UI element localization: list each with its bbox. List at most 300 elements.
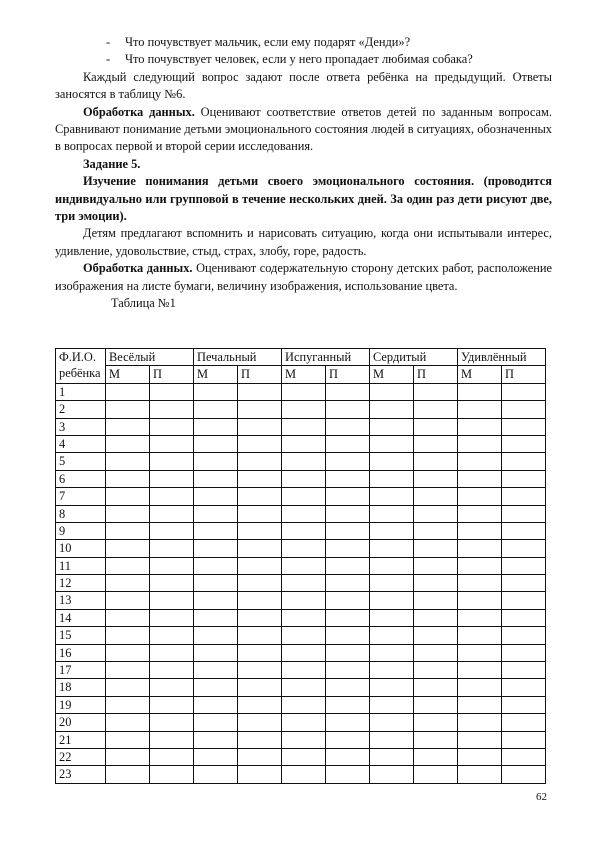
table-row — [56, 383, 546, 400]
table-cell — [458, 401, 502, 418]
table-row — [56, 522, 546, 539]
table-cell — [326, 766, 370, 783]
table-cell — [326, 418, 370, 435]
sub-header: М — [370, 366, 414, 383]
table-cell — [106, 383, 150, 400]
table-cell — [282, 766, 326, 783]
row-number: 22 — [56, 748, 106, 765]
table-cell — [238, 575, 282, 592]
table-cell — [414, 505, 458, 522]
table-cell — [370, 766, 414, 783]
table-cell — [370, 470, 414, 487]
table-cell — [502, 522, 546, 539]
table-row — [56, 470, 546, 487]
table-cell — [458, 679, 502, 696]
table-row — [56, 696, 546, 713]
table-cell — [106, 662, 150, 679]
table-cell — [150, 540, 194, 557]
table-row — [56, 575, 546, 592]
table-cell — [370, 557, 414, 574]
table-cell — [282, 714, 326, 731]
table-cell — [238, 714, 282, 731]
sub-header: М — [458, 366, 502, 383]
table-cell — [458, 488, 502, 505]
table-cell — [282, 644, 326, 661]
table-cell — [282, 540, 326, 557]
bullet-item — [55, 51, 552, 68]
table-cell — [194, 644, 238, 661]
table-cell — [414, 540, 458, 557]
row-number: 19 — [56, 696, 106, 713]
row-number: 9 — [56, 522, 106, 539]
table-cell — [458, 766, 502, 783]
table-row — [56, 679, 546, 696]
table-cell — [502, 453, 546, 470]
table-cell — [502, 609, 546, 626]
table-cell — [458, 522, 502, 539]
bullet-text: Что почувствует мальчик, если ему подарят «Денди»? — [125, 35, 411, 49]
table-cell — [502, 748, 546, 765]
table-cell — [194, 453, 238, 470]
table-cell — [150, 383, 194, 400]
table-cell — [370, 679, 414, 696]
table-cell — [458, 575, 502, 592]
table-cell — [326, 383, 370, 400]
table-cell — [458, 609, 502, 626]
table-cell — [106, 435, 150, 452]
table-cell — [414, 609, 458, 626]
table-row — [56, 505, 546, 522]
table-cell — [502, 592, 546, 609]
table-cell — [370, 575, 414, 592]
table-cell — [370, 522, 414, 539]
table-cell — [370, 383, 414, 400]
table-cell — [282, 435, 326, 452]
table-cell — [194, 714, 238, 731]
table-cell — [502, 575, 546, 592]
table-cell — [282, 662, 326, 679]
table-cell — [106, 505, 150, 522]
table-cell — [282, 592, 326, 609]
table-cell — [458, 748, 502, 765]
table-cell — [238, 557, 282, 574]
table-cell — [282, 522, 326, 539]
table-cell — [326, 540, 370, 557]
table-row — [56, 644, 546, 661]
table-header-row — [56, 349, 546, 366]
emotion-header: Печальный — [194, 349, 282, 366]
table-cell — [282, 748, 326, 765]
table-cell — [150, 575, 194, 592]
table-cell — [414, 662, 458, 679]
table-cell — [326, 435, 370, 452]
page-number: 62 — [536, 791, 547, 803]
page-body — [55, 34, 552, 313]
paragraph-data-processing-1 — [55, 104, 552, 156]
table-cell — [458, 714, 502, 731]
row-number: 16 — [56, 644, 106, 661]
table-cell — [238, 401, 282, 418]
table-cell — [326, 644, 370, 661]
table-cell — [238, 696, 282, 713]
table-body — [56, 383, 546, 783]
table-cell — [194, 592, 238, 609]
table-cell — [326, 453, 370, 470]
table-cell — [106, 696, 150, 713]
table-cell — [458, 470, 502, 487]
row-number: 7 — [56, 488, 106, 505]
paragraph-instructions: Детям предлагают вспомнить и нарисовать ситуацию, когда они испытывали интерес, удивление, удовольствие, стыд, страх, злобу, горе, радость. — [55, 226, 552, 258]
table-cell — [458, 731, 502, 748]
table-cell — [282, 488, 326, 505]
table-cell — [502, 731, 546, 748]
table-cell — [414, 696, 458, 713]
table-cell — [106, 575, 150, 592]
table-cell — [194, 731, 238, 748]
task-title: Изучение понимания детьми своего эмоционального состояния. (проводится индивидуально или групповой в течение нескольких дней. За один раз дети рисуют две, три эмоции). — [55, 174, 552, 224]
table-cell — [150, 748, 194, 765]
row-number: 4 — [56, 435, 106, 452]
table-cell — [106, 644, 150, 661]
table-cell — [502, 714, 546, 731]
table-cell — [150, 609, 194, 626]
table-cell — [326, 662, 370, 679]
table-cell — [106, 609, 150, 626]
row-number: 2 — [56, 401, 106, 418]
table-cell — [326, 505, 370, 522]
table-cell — [238, 470, 282, 487]
table-cell — [282, 505, 326, 522]
table-cell — [238, 748, 282, 765]
table-cell — [150, 470, 194, 487]
table-cell — [150, 662, 194, 679]
table-row — [56, 766, 546, 783]
table-cell — [194, 435, 238, 452]
table-cell — [282, 627, 326, 644]
table-cell — [106, 540, 150, 557]
table-cell — [458, 696, 502, 713]
table-cell — [106, 522, 150, 539]
table-cell — [106, 401, 150, 418]
table-cell — [458, 592, 502, 609]
table-cell — [458, 627, 502, 644]
table-cell — [502, 470, 546, 487]
table-cell — [150, 627, 194, 644]
table-cell — [238, 731, 282, 748]
table-cell — [150, 401, 194, 418]
table-cell — [502, 435, 546, 452]
table-cell — [502, 627, 546, 644]
results-table — [55, 348, 546, 784]
table-row — [56, 540, 546, 557]
row-number: 23 — [56, 766, 106, 783]
table-cell — [370, 748, 414, 765]
table-cell — [370, 453, 414, 470]
table-cell — [194, 627, 238, 644]
row-number: 13 — [56, 592, 106, 609]
sub-header: П — [326, 366, 370, 383]
table-row — [56, 418, 546, 435]
table-cell — [106, 592, 150, 609]
table-cell — [326, 557, 370, 574]
table-cell — [370, 644, 414, 661]
table-row — [56, 401, 546, 418]
table-cell — [370, 714, 414, 731]
table-cell — [370, 488, 414, 505]
table-cell — [194, 662, 238, 679]
table-cell — [150, 731, 194, 748]
sub-header: П — [502, 366, 546, 383]
table-cell — [238, 679, 282, 696]
table-cell — [238, 418, 282, 435]
table-cell — [106, 488, 150, 505]
table-cell — [326, 522, 370, 539]
table-cell — [106, 748, 150, 765]
table-cell — [106, 418, 150, 435]
table-cell — [326, 592, 370, 609]
table-cell — [458, 540, 502, 557]
table-cell — [194, 401, 238, 418]
table-cell — [370, 609, 414, 626]
table-cell — [194, 696, 238, 713]
table-cell — [502, 662, 546, 679]
row-number: 15 — [56, 627, 106, 644]
table-cell — [150, 418, 194, 435]
emotion-header: Весёлый — [106, 349, 194, 366]
bold-lead: Обработка данных. — [83, 261, 193, 276]
table-cell — [502, 557, 546, 574]
table-cell — [282, 609, 326, 626]
table-cell — [150, 488, 194, 505]
table-cell — [106, 453, 150, 470]
table-cell — [106, 766, 150, 783]
row-number: 6 — [56, 470, 106, 487]
paragraph-answers: Каждый следующий вопрос задают после ответа ребёнка на предыдущий. Ответы заносятся в таблицу №6. — [55, 69, 552, 102]
table-cell — [326, 748, 370, 765]
table-cell — [414, 418, 458, 435]
table-cell — [238, 609, 282, 626]
table-cell — [502, 505, 546, 522]
table-cell — [326, 627, 370, 644]
table-cell — [326, 488, 370, 505]
table-cell — [282, 696, 326, 713]
table-cell — [106, 470, 150, 487]
table-cell — [370, 696, 414, 713]
table-cell — [370, 401, 414, 418]
table-cell — [370, 662, 414, 679]
sub-header: П — [150, 366, 194, 383]
table-row — [56, 557, 546, 574]
bullet-item — [55, 34, 552, 51]
table-cell — [502, 401, 546, 418]
table-row — [56, 748, 546, 765]
table-cell — [458, 435, 502, 452]
table-cell — [238, 383, 282, 400]
table-cell — [282, 575, 326, 592]
table-cell — [150, 766, 194, 783]
row-number: 21 — [56, 731, 106, 748]
table-cell — [414, 401, 458, 418]
table-row — [56, 731, 546, 748]
table-cell — [458, 644, 502, 661]
table-cell — [326, 575, 370, 592]
row-number: 10 — [56, 540, 106, 557]
table-cell — [502, 540, 546, 557]
table-subheader-row — [56, 366, 546, 383]
table-cell — [282, 418, 326, 435]
table-cell — [370, 627, 414, 644]
row-number: 8 — [56, 505, 106, 522]
row-number: 3 — [56, 418, 106, 435]
table-cell — [194, 609, 238, 626]
table-row — [56, 592, 546, 609]
table-cell — [238, 505, 282, 522]
table-cell — [370, 435, 414, 452]
sub-header: М — [194, 366, 238, 383]
table-cell — [414, 488, 458, 505]
table-cell — [238, 453, 282, 470]
sub-header: П — [238, 366, 282, 383]
table-cell — [238, 540, 282, 557]
table-cell — [502, 383, 546, 400]
emotion-header: Сердитый — [370, 349, 458, 366]
table-cell — [414, 470, 458, 487]
table-row — [56, 609, 546, 626]
table-cell — [326, 696, 370, 713]
table-cell — [194, 383, 238, 400]
table-row — [56, 435, 546, 452]
table-cell — [370, 505, 414, 522]
row-number: 11 — [56, 557, 106, 574]
table-cell — [194, 557, 238, 574]
table-cell — [414, 575, 458, 592]
table-cell — [414, 731, 458, 748]
bullet-marker: - — [106, 52, 111, 67]
table-cell — [414, 714, 458, 731]
table-cell — [194, 418, 238, 435]
table-cell — [326, 731, 370, 748]
table-cell — [282, 383, 326, 400]
sub-header: М — [106, 366, 150, 383]
table-cell — [150, 505, 194, 522]
table-cell — [326, 609, 370, 626]
table-cell — [150, 435, 194, 452]
table-cell — [150, 714, 194, 731]
row-number: 5 — [56, 453, 106, 470]
table-caption: Таблица №1 — [111, 296, 176, 311]
table-cell — [326, 470, 370, 487]
table-cell — [282, 401, 326, 418]
table-cell — [458, 662, 502, 679]
row-number: 12 — [56, 575, 106, 592]
table-cell — [326, 679, 370, 696]
table-cell — [150, 644, 194, 661]
table-cell — [458, 557, 502, 574]
table-cell — [194, 522, 238, 539]
bullet-marker: - — [106, 35, 111, 49]
table-cell — [238, 766, 282, 783]
table-cell — [194, 470, 238, 487]
table-cell — [414, 748, 458, 765]
table-cell — [194, 748, 238, 765]
table-cell — [414, 644, 458, 661]
table-cell — [458, 418, 502, 435]
table-cell — [238, 644, 282, 661]
table-cell — [414, 766, 458, 783]
table-cell — [370, 592, 414, 609]
row-number: 18 — [56, 679, 106, 696]
table-cell — [106, 714, 150, 731]
table-cell — [194, 488, 238, 505]
table-cell — [150, 557, 194, 574]
table-cell — [194, 766, 238, 783]
table-cell — [502, 418, 546, 435]
table-cell — [502, 644, 546, 661]
table-cell — [194, 575, 238, 592]
table-row — [56, 714, 546, 731]
row-number: 20 — [56, 714, 106, 731]
table-cell — [282, 731, 326, 748]
table-cell — [502, 679, 546, 696]
sub-header: М — [282, 366, 326, 383]
table-cell — [238, 627, 282, 644]
table-cell — [238, 662, 282, 679]
table-cell — [106, 627, 150, 644]
table-cell — [502, 766, 546, 783]
row-number: 14 — [56, 609, 106, 626]
emotion-header: Удивлённый — [458, 349, 546, 366]
table-cell — [458, 505, 502, 522]
paragraph-text: Оценивают содержательную сторону детских работ, расположение изображения на листе бумаги, величину изображения, использование цвета. — [55, 261, 552, 293]
table-cell — [414, 383, 458, 400]
table-cell — [282, 453, 326, 470]
table-row — [56, 627, 546, 644]
table-cell — [194, 679, 238, 696]
table-cell — [414, 557, 458, 574]
table-cell — [150, 592, 194, 609]
table-cell — [150, 696, 194, 713]
row-number: 17 — [56, 662, 106, 679]
table-cell — [106, 731, 150, 748]
table-cell — [106, 557, 150, 574]
table-cell — [282, 557, 326, 574]
table-row — [56, 453, 546, 470]
emotion-header: Испуганный — [282, 349, 370, 366]
table-cell — [282, 470, 326, 487]
table-cell — [150, 679, 194, 696]
table-cell — [238, 592, 282, 609]
table-cell — [414, 592, 458, 609]
bullet-text: Что почувствует человек, если у него пропадает любимая собака? — [125, 52, 473, 67]
table-cell — [502, 488, 546, 505]
table-cell — [370, 731, 414, 748]
table-cell — [194, 505, 238, 522]
task-heading: Задание 5. — [83, 156, 141, 171]
table-cell — [458, 453, 502, 470]
table-cell — [326, 401, 370, 418]
name-header: Ф.И.О. ребёнка — [56, 349, 106, 384]
table-cell — [414, 627, 458, 644]
table-cell — [282, 679, 326, 696]
table-container — [55, 348, 546, 784]
table-cell — [414, 435, 458, 452]
table-cell — [238, 435, 282, 452]
table-row — [56, 662, 546, 679]
table-cell — [238, 488, 282, 505]
table-cell — [238, 522, 282, 539]
table-cell — [502, 696, 546, 713]
bold-lead: Обработка данных. — [83, 104, 195, 119]
